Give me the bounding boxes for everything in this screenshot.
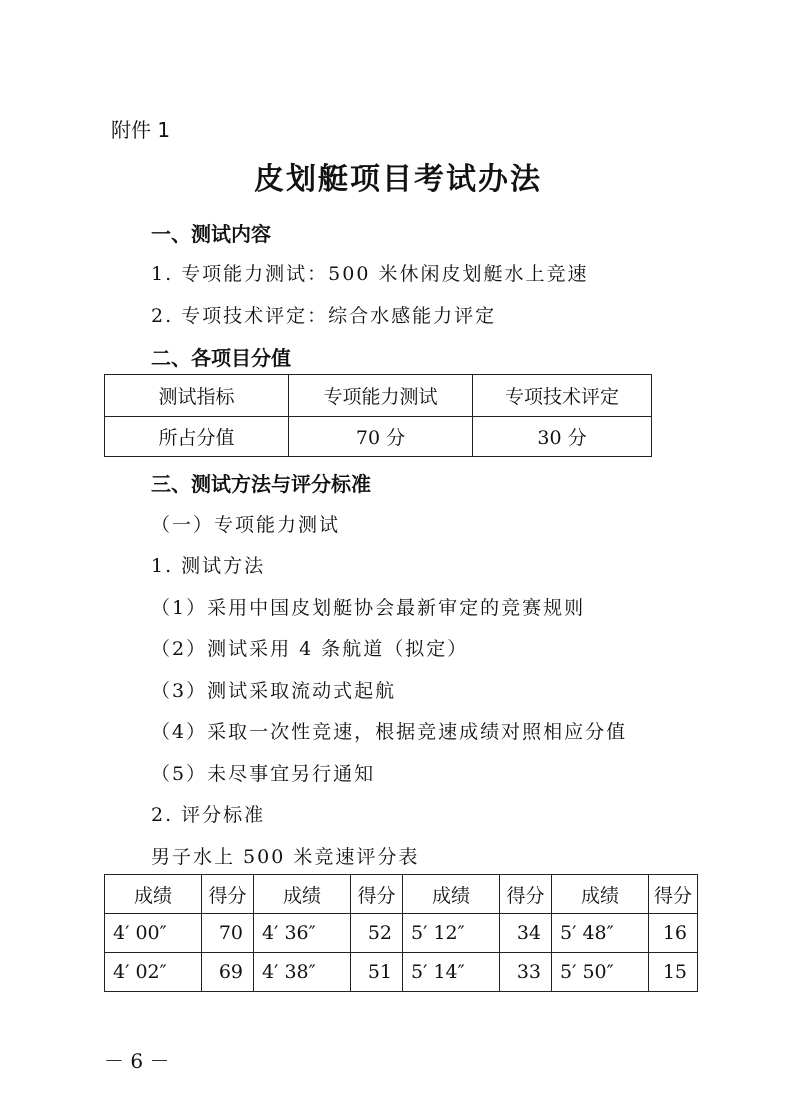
standard-title: 2. 评分标准 — [151, 804, 266, 826]
table-header-cell: 成绩 — [105, 875, 202, 914]
table-header-cell: 得分 — [500, 875, 552, 914]
table-header-cell: 得分 — [351, 875, 403, 914]
subsection-heading: （一）专项能力测试 — [151, 514, 341, 536]
table-header-cell: 得分 — [649, 875, 698, 914]
table-header-cell: 专项技术评定 — [473, 375, 652, 417]
table-cell: 4′ 38″ — [254, 953, 351, 992]
table-cell: 5′ 12″ — [403, 914, 500, 953]
table-cell: 70 — [202, 914, 254, 953]
section2-heading: 二、各项目分值 — [151, 346, 291, 370]
table-header-cell: 测试指标 — [105, 375, 289, 417]
table-cell: 5′ 50″ — [552, 953, 649, 992]
document-title: 皮划艇项目考试办法 — [254, 162, 542, 197]
table-cell: 4′ 00″ — [105, 914, 202, 953]
table-header-row — [105, 875, 698, 914]
table-row — [105, 953, 698, 992]
table-cell: 所占分值 — [105, 417, 289, 457]
score-weight-table — [104, 374, 652, 457]
table-cell: 5′ 48″ — [552, 914, 649, 953]
table-header-cell: 成绩 — [403, 875, 500, 914]
section1-heading: 一、测试内容 — [151, 222, 271, 246]
table-cell: 34 — [500, 914, 552, 953]
page-number: － 6 － — [104, 1049, 170, 1073]
table-cell: 30 分 — [473, 417, 652, 457]
attachment-label: 附件 1 — [111, 118, 171, 142]
table-header-cell: 专项能力测试 — [289, 375, 473, 417]
table-cell: 52 — [351, 914, 403, 953]
method-item: （5）未尽事宜另行通知 — [151, 763, 376, 785]
method-item: （4）采取一次性竞速，根据竞速成绩对照相应分值 — [151, 721, 628, 743]
table-row — [105, 417, 652, 457]
section3-heading: 三、测试方法与评分标准 — [151, 472, 371, 496]
table-cell: 16 — [649, 914, 698, 953]
table-cell: 51 — [351, 953, 403, 992]
table-cell: 4′ 36″ — [254, 914, 351, 953]
table-cell: 70 分 — [289, 417, 473, 457]
table-header-cell: 得分 — [202, 875, 254, 914]
table-header-cell: 成绩 — [254, 875, 351, 914]
table-cell: 5′ 14″ — [403, 953, 500, 992]
table-cell: 33 — [500, 953, 552, 992]
score-table — [104, 874, 698, 992]
method-item: （2）测试采用 4 条航道（拟定） — [151, 638, 469, 660]
section1-item-1: 1. 专项能力测试：500 米休闲皮划艇水上竞速 — [151, 263, 589, 285]
table-cell: 69 — [202, 953, 254, 992]
method-item: （3）测试采取流动式起航 — [151, 680, 397, 702]
table-cell: 15 — [649, 953, 698, 992]
table-caption: 男子水上 500 米竞速评分表 — [151, 846, 420, 868]
table-header-cell: 成绩 — [552, 875, 649, 914]
table-row — [105, 914, 698, 953]
table-cell: 4′ 02″ — [105, 953, 202, 992]
method-item: （1）采用中国皮划艇协会最新审定的竞赛规则 — [151, 597, 586, 619]
table-header-row — [105, 375, 652, 417]
method-title: 1. 测试方法 — [151, 555, 266, 577]
section1-item-2: 2. 专项技术评定：综合水感能力评定 — [151, 305, 497, 327]
